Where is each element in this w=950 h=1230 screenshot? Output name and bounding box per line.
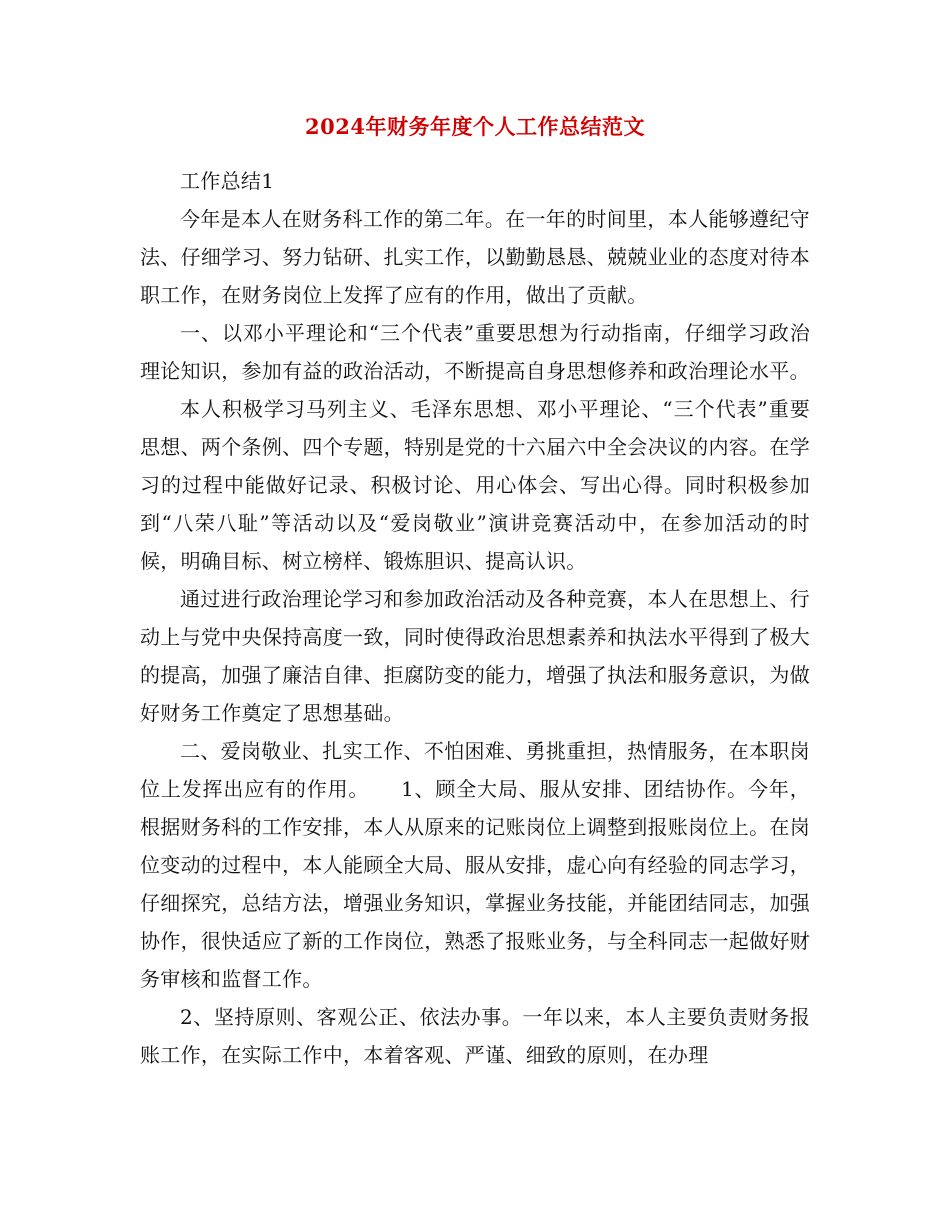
- paragraph-point-two: 二、爱岗敬业、扎实工作、不怕困难、勇挑重担，热情服务，在本职岗位上发挥出应有的作用。 1、顾全大局、服从安排、团结协作。今年，根据财务科的工作安排，本人从原来的记账岗位上调整到报账岗位上。在岗位变动的过程中，本人能顾全大局、服从安排，虚心向有经验的同志学习，仔细探究，总结方法，增强业务知识，掌握业务技能，并能团结同志，加强协作，很快适应了新的工作岗位，熟悉了报账业务，与全科同志一起做好财务审核和监督工作。: [140, 739, 810, 991]
- document-page: [140, 112, 810, 1074]
- document-title: 2024年财务年度个人工作总结范文: [305, 114, 645, 139]
- paragraph-principles: 2、坚持原则、客观公正、依法办事。一年以来，本人主要负责财务报账工作，在实际工作中，本着客观、严谨、细致的原则，在办理: [140, 1005, 810, 1067]
- paragraph-study: 本人积极学习马列主义、毛泽东思想、邓小平理论、“三个代表”重要思想、两个条例、四个专题，特别是党的十六届六中全会决议的内容。在学习的过程中能做好记录、积极讨论、用心体会、写出心得。同时积极参加到“八荣八耻”等活动以及“爱岗敬业”演讲竞赛活动中，在参加活动的时候，明确目标、树立榜样、锻炼胆识、提高认识。: [140, 397, 810, 573]
- paragraph-intro: 今年是本人在财务科工作的第二年。在一年的时间里，本人能够遵纪守法、仔细学习、努力钻研、扎实工作，以勤勤恳恳、兢兢业业的态度对待本职工作，在财务岗位上发挥了应有的作用，做出了贡献。: [140, 207, 810, 307]
- paragraph-section-heading: 工作总结1: [180, 169, 275, 193]
- paragraph-point-one: 一、以邓小平理论和“三个代表”重要思想为行动指南，仔细学习政治理论知识，参加有益的政治活动，不断提高自身思想修养和政治理论水平。: [140, 321, 810, 383]
- paragraph-result: 通过进行政治理论学习和参加政治活动及各种竞赛，本人在思想上、行动上与党中央保持高度一致，同时使得政治思想素养和执法水平得到了极大的提高，加强了廉洁自律、拒腐防变的能力，增强了执法和服务意识，为做好财务工作奠定了思想基础。: [140, 587, 810, 725]
